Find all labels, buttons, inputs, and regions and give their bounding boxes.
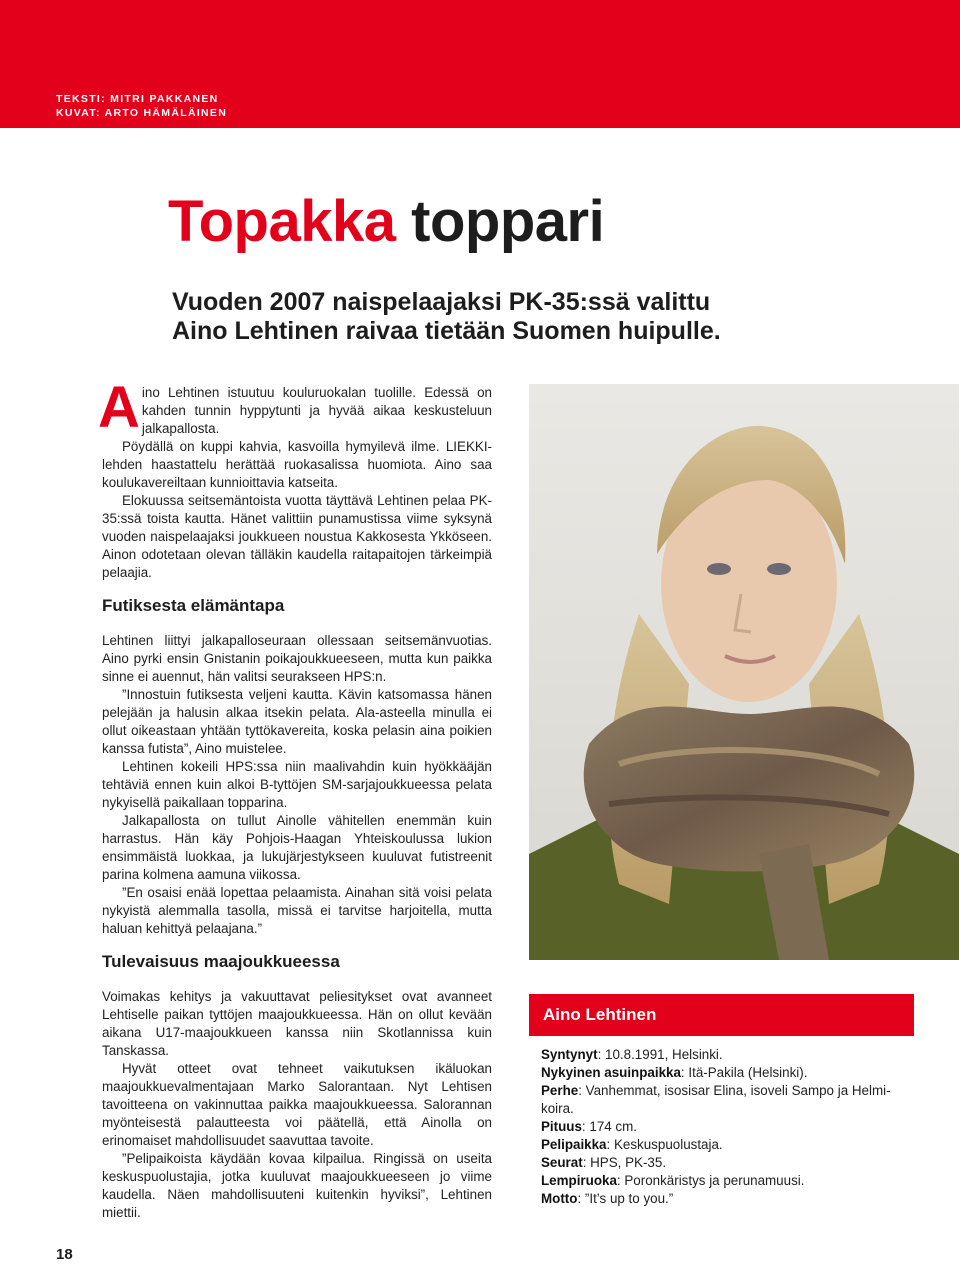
section-2-paragraph-3: ”Pelipaikoista käydään kovaa kilpailua. Ringissä on useita keskuspuolustajia, jotka kuuluvat maajoukkueeseen jo viime kaudella. Näen mahdollisuuteni kuitenkin hyviksi”, Lehtinen miettii.: [102, 1151, 492, 1220]
info-label: Syntynyt: [541, 1047, 598, 1062]
intro-section: [98, 375, 492, 582]
info-label: Pituus: [541, 1119, 582, 1134]
section-1-paragraph-1: Lehtinen liittyi jalkapalloseuraan ollessaan seitsemänvuotias. Aino pyrki ensin Gnistanin poikajoukkueeseen, mutta kun paikka sinne ei auennut, hän valitsi seurakseen HPS:n.: [102, 633, 492, 684]
portrait-illustration: [529, 384, 959, 960]
intro-paragraph-3: Elokuussa seitsemäntoista vuotta täyttävä Lehtinen pelaa PK-35:ssä toista kautta. Hänet valittiin punamustissa viime syksynä vuoden naispelaajaksi joukkueen noustua Kakkosesta Ykköseen. Ainon odotetaan olevan tälläkin kaudella raitapaitojen tärkeimpiä pelaajia.: [102, 493, 492, 580]
info-label: Pelipaikka: [541, 1137, 607, 1152]
title-part-1: Topakka: [168, 189, 396, 254]
info-label: Lempiruoka: [541, 1173, 617, 1188]
intro-paragraph-1: [98, 375, 492, 440]
info-value: Keskuspuolustaja.: [613, 1137, 723, 1152]
section-1-paragraph-2: ”Innostuin futiksesta veljeni kautta. Kävin katsomassa hänen pelejään ja halusin alkaa itsekin pelata. Ala-asteella minulla ei ollut oikeastaan yhtään tyttökavereita, koska pelasin aina poikien kanssa futista”, Aino muistelee.: [102, 687, 492, 756]
section-1-body: [102, 632, 492, 938]
page-number: 18: [56, 1246, 73, 1263]
intro-text-1: ino Lehtinen istuutuu kouluruokalan tuolille. Edessä on kahden tunnin hyppytunti ja hyvää aikaa keskusteluun jalkapallosta.: [141, 385, 492, 436]
info-row: Motto: ”It’s up to you.”: [541, 1191, 674, 1206]
credits: [56, 92, 227, 120]
info-value: Poronkäristys ja perunamuusi.: [624, 1173, 805, 1188]
info-label: Seurat: [541, 1155, 583, 1170]
portrait-photo: [529, 384, 959, 960]
section-2-body: [102, 988, 492, 1222]
info-value: Vanhemmat, isosisar Elina, isoveli Sampo ja Helmi-koira.: [541, 1083, 891, 1116]
section-heading-1: Futiksesta elämäntapa: [102, 596, 285, 615]
info-label: Motto: [541, 1191, 578, 1206]
subtitle-line-1: Vuoden 2007 naispelaajaksi PK-35:ssä valittu: [172, 288, 711, 316]
info-label: Nykyinen asuinpaikka: [541, 1065, 681, 1080]
section-1-paragraph-4: Jalkapallosta on tullut Ainolle vähitellen enemmän kuin harrastus. Hän käy Pohjois-Haagan Yhteiskoulussa lukion ensimmäistä luokkaa, ja lukujärjestykseen kuuluvat futistreenit parina kolmena aamuna viikossa.: [102, 813, 492, 882]
section-1-paragraph-3: Lehtinen kokeili HPS:ssa niin maalivahdin kuin hyökkääjän tehtäviä ennen kuin alkoi B-tyttöjen SM-sarjajoukkueessa pelata nykyisellä paikallaan topparina.: [102, 759, 492, 810]
info-row: Nykyinen asuinpaikka: Itä-Pakila (Helsinki).: [541, 1065, 808, 1080]
info-row: Pituus: 174 cm.: [541, 1119, 638, 1134]
section-2-paragraph-2: Hyvät otteet ovat tehneet vaikutuksen ikäluokan maajoukkuevalmentajaan Marko Salorantaan. Nyt Lehtisen tavoitteena on vakinnuttaa paikka maajoukkueessa. Salorannan myönteisestä palautteesta voi päätellä, että Ainolla on erinomaiset mahdollisuudet saavuttaa tavoite.: [102, 1061, 492, 1148]
info-box-title: Aino Lehtinen: [529, 994, 914, 1036]
info-row: Pelipaikka: Keskuspuolustaja.: [541, 1137, 723, 1152]
section-2-paragraph-1: Voimakas kehitys ja vakuuttavat peliesitykset ovat avanneet Lehtiselle paikan tyttöjen maajoukkueessa. Hän on ollut kevään aikana U17-maajoukkueen kanssa niin Skotlannissa kuin Tanskassa.: [102, 989, 492, 1058]
intro-paragraph-2: Pöydällä on kuppi kahvia, kasvoilla hymyilevä ilme. LIEKKI-lehden haastattelu herättää ruokasalissa huomiota. Aino saa koulukavereiltaan kunnioittavia katseita.: [102, 439, 492, 490]
subtitle-line-2: Aino Lehtinen raivaa tietään Suomen huipulle.: [172, 317, 721, 345]
info-row: Perhe: Vanhemmat, isosisar Elina, isoveli Sampo ja Helmi-koira.: [541, 1083, 891, 1116]
section-1-paragraph-5: ”En osaisi enää lopettaa pelaamista. Ainahan sitä voisi pelata nykyistä alemmalla tasolla, missä ei tarvitse harjoitella, mutta haluan kehittyä pelaajana.”: [102, 885, 492, 936]
info-row: Syntynyt: 10.8.1991, Helsinki.: [541, 1047, 723, 1062]
credit-photo: KUVAT: ARTO HÄMÄLÄINEN: [56, 107, 228, 119]
info-box: [529, 994, 914, 1208]
info-value: Itä-Pakila (Helsinki).: [688, 1065, 808, 1080]
page-title: [168, 188, 604, 256]
drop-cap: A: [98, 375, 140, 440]
info-value: HPS, PK-35.: [590, 1155, 667, 1170]
info-box-list: [529, 1036, 914, 1208]
title-part-2: toppari: [411, 189, 605, 254]
info-row: Seurat: HPS, PK-35.: [541, 1155, 667, 1170]
info-row: Lempiruoka: Poronkäristys ja perunamuusi.: [541, 1173, 805, 1188]
info-label: Perhe: [541, 1083, 579, 1098]
info-value: ”It’s up to you.”: [584, 1191, 674, 1206]
info-value: 174 cm.: [589, 1119, 638, 1134]
subtitle: [172, 288, 872, 346]
credit-text: TEKSTI: MITRI PAKKANEN: [56, 93, 219, 105]
section-heading-2: Tulevaisuus maajoukkueessa: [102, 952, 340, 971]
info-value: 10.8.1991, Helsinki.: [605, 1047, 723, 1062]
